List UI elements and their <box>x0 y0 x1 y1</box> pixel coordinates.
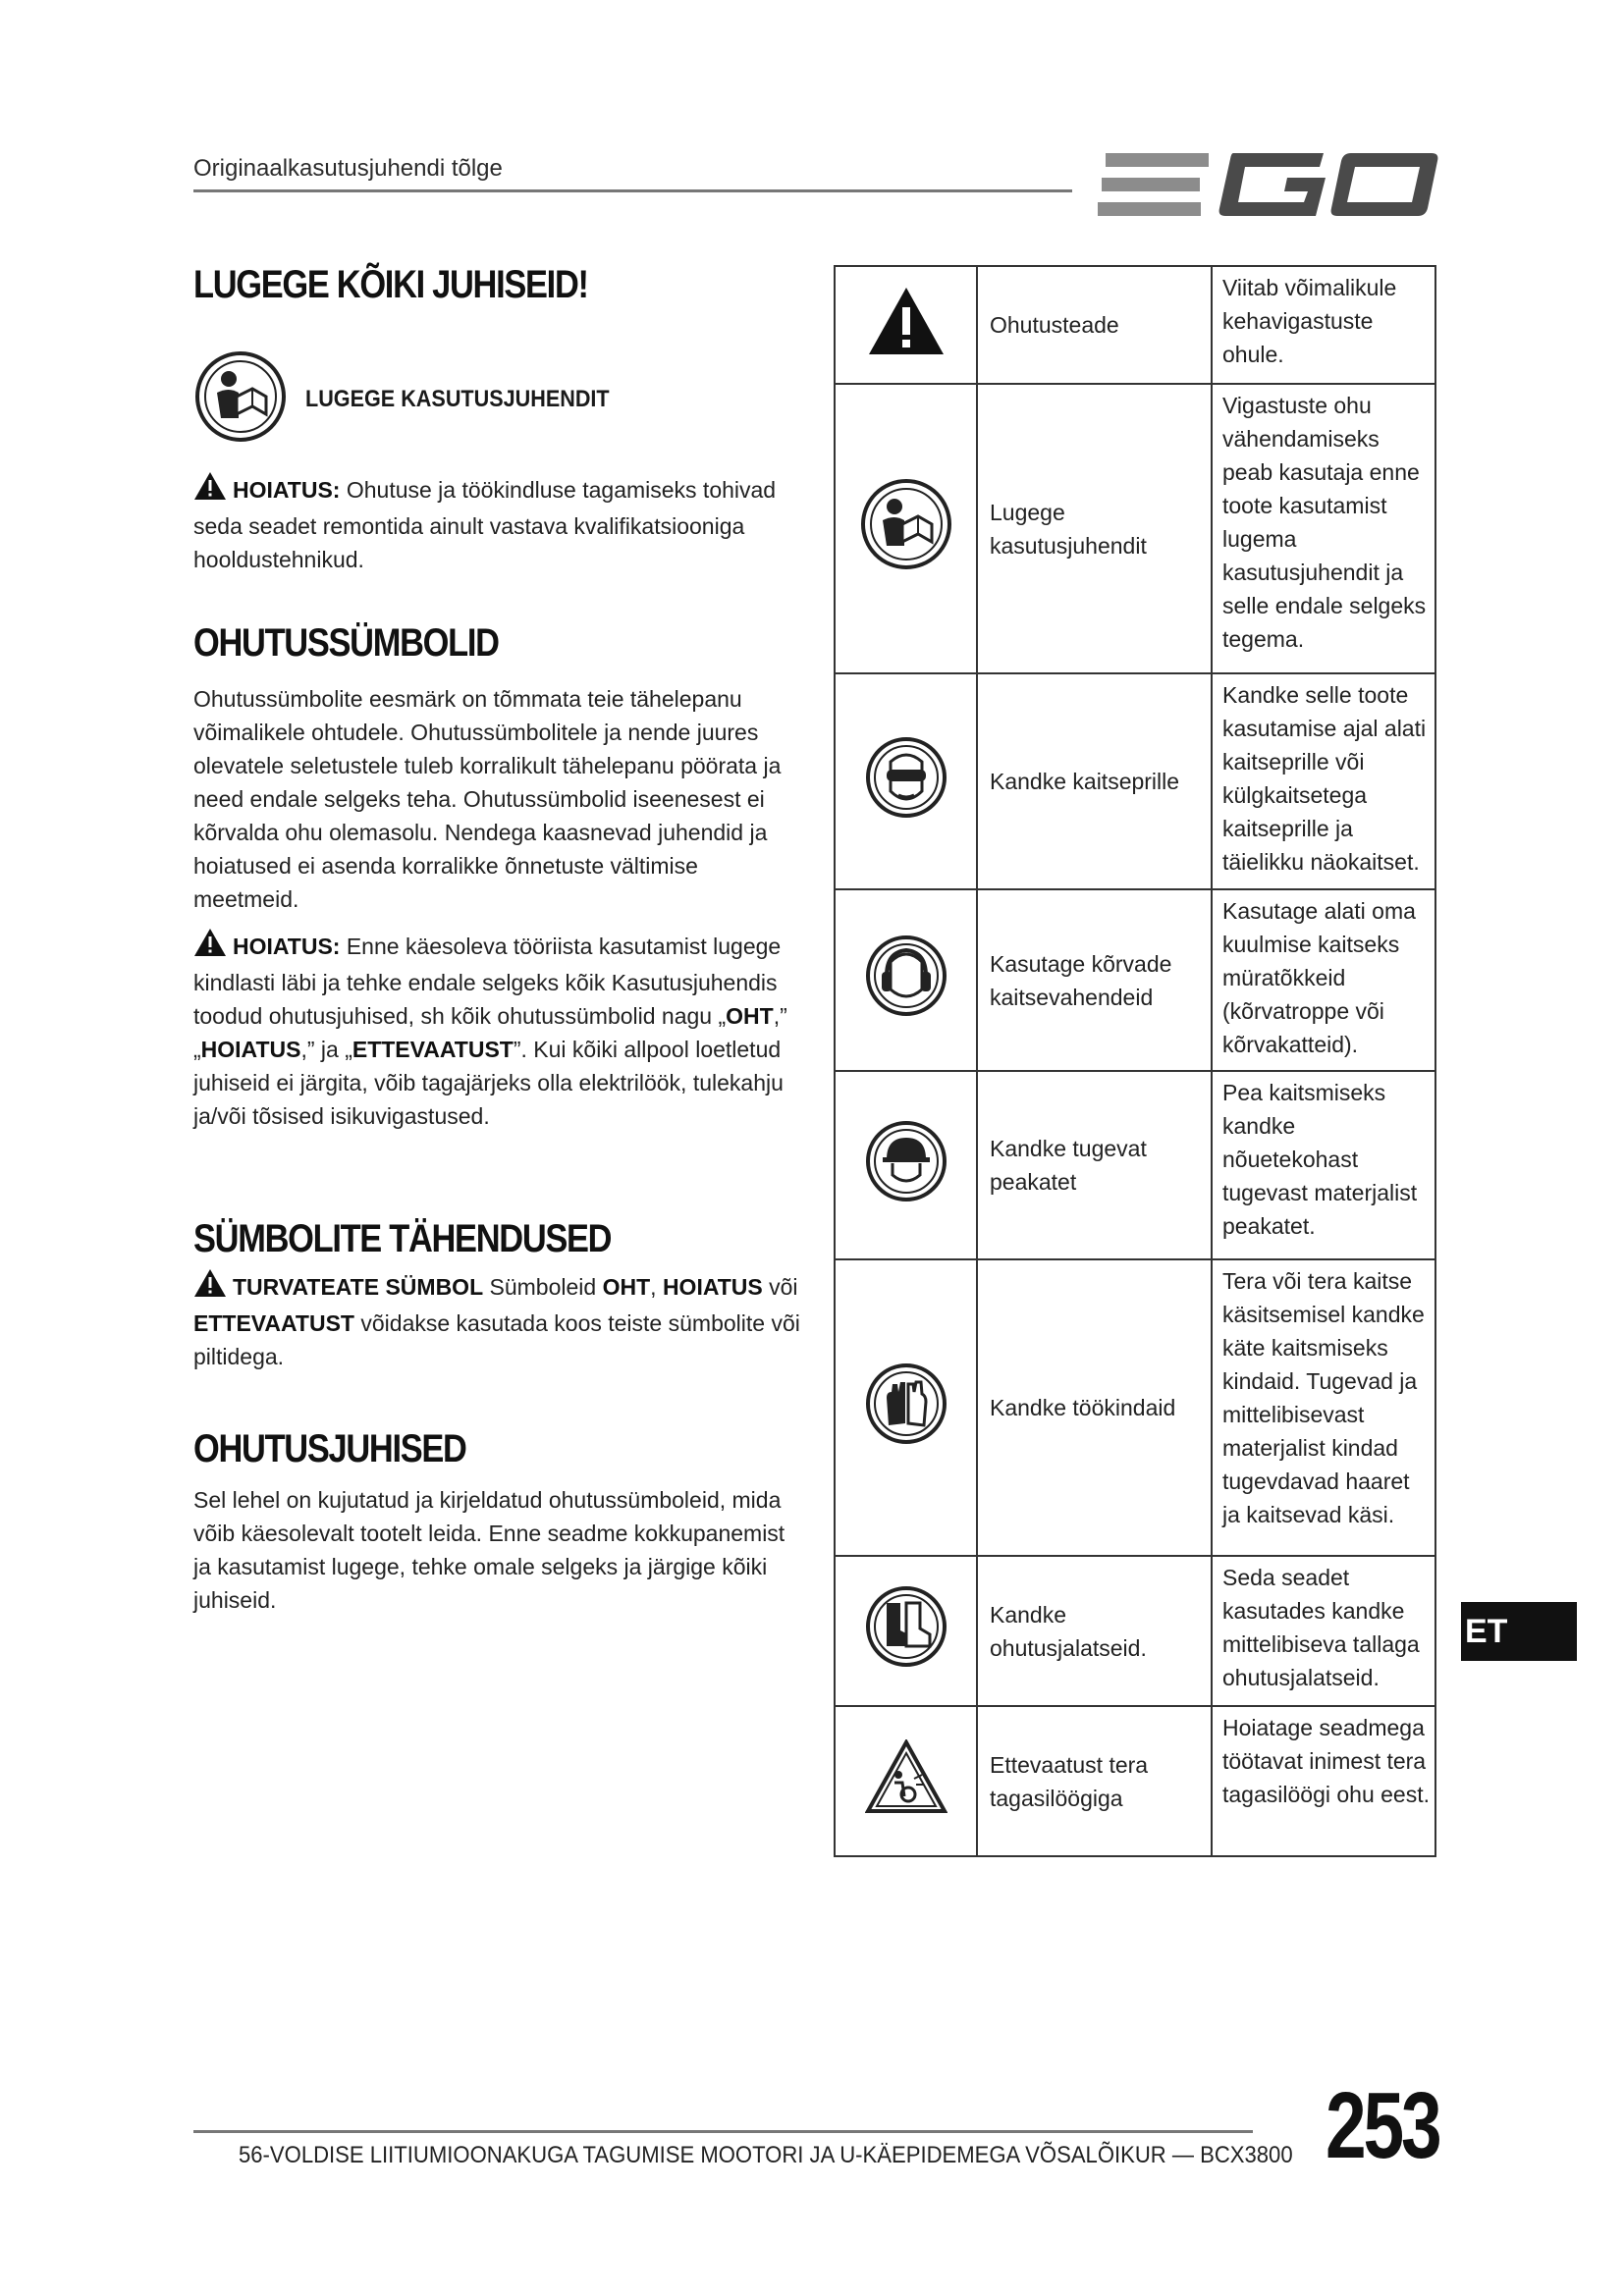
warning-triangle-icon <box>193 1268 227 1307</box>
warning-text-a: Enne käesoleva tööriista kasutamist lugege kindlasti läbi ja tehke endale selgeks kõik Kasutusjuhendis toodud ohutusjuhised, sh kõik ohutussümbolid nagu „ <box>193 934 782 1029</box>
safety-symbols-table <box>834 265 1436 1857</box>
ego-logo <box>1098 147 1439 229</box>
safety-boots-icon <box>865 1647 947 1673</box>
symbol-description: Pea kaitsmiseks kandke nõuetekohast tugevast materjalist peakatet. <box>1212 1071 1435 1259</box>
symbol-cell <box>835 384 977 673</box>
symbol-description: Tera või tera kaitse käsitsemisel kandke käte kaitsmiseks kindaid. Tugevad ja mittelibisevast materjalist kindad tugevdavad haaret ja kaitsevad käsi. <box>1212 1259 1435 1556</box>
footer-rule <box>193 2130 1253 2133</box>
heading-safety-symbols: OHUTUSSÜMBOLID <box>193 621 499 665</box>
ear-protection-icon <box>865 996 947 1022</box>
heading-safety-instructions: OHUTUSJUHISED <box>193 1427 466 1470</box>
symbol-cell <box>835 889 977 1071</box>
symbol-description: Kasutage alati oma kuulmise kaitseks müratõkkeid (kõrvatroppe või kõrvakatteid). <box>1212 889 1435 1071</box>
symbol-cell <box>835 266 977 384</box>
warning-label: HOIATUS: <box>233 934 341 959</box>
symbol-cell <box>835 1556 977 1706</box>
table-row <box>835 1706 1435 1856</box>
symbol-cell <box>835 1259 977 1556</box>
table-row <box>835 1556 1435 1706</box>
symbol-description: Seda seadet kasutades kandke mittelibiseva tallaga ohutusjalatseid. <box>1212 1556 1435 1706</box>
read-manual-icon <box>193 349 288 449</box>
header-title: Originaalkasutusjuhendi tõlge <box>193 155 503 182</box>
turva-text-c: või <box>762 1274 798 1300</box>
turva-text-a: Sümboleid <box>483 1274 603 1300</box>
warning-repair-paragraph <box>193 471 807 576</box>
symbol-name: Lugege kasutusjuhendit <box>977 384 1212 673</box>
warning-text-d: ”. Kui kõiki allpool loetletud juhiseid ei järgita, võib tagajärjeks olla elektrilöök, tulekahju ja/või tõsised isikuvigastused. <box>193 1037 784 1129</box>
hoiatus-term: HOIATUS <box>662 1274 763 1300</box>
oht-term: OHT <box>602 1274 651 1300</box>
warning-text-b: ,” „ <box>193 1003 787 1062</box>
page-number: 253 <box>1326 2073 1439 2178</box>
safety-instructions-paragraph: Sel lehel on kujutatud ja kirjeldatud ohutussümboleid, mida võib käesolevalt tootelt leida. Enne seadme kokkupanemist ja kasutamist lugege, tehke omale selgeks ja järgige kõiki juhiseid. <box>193 1487 785 1613</box>
safety-symbols-paragraph: Ohutussümbolite eesmärk on tõmmata teie tähelepanu võimalikele ohtudele. Ohutussümbolitele ja nende juures olevatele seletustele tuleb korralikult tähelepanu pöörata ja need endale selgeks teha. Ohutussümbolid iseenesest ei kõrvalda ohu olemasolu. Nendega kaasnevad juhendid ja hoiatused ei asenda korralikke õnnetuste vältimise meetmeid. <box>193 686 782 912</box>
table-row <box>835 266 1435 384</box>
language-tab: ET <box>1461 1602 1577 1661</box>
table-row <box>835 673 1435 889</box>
warning-repair-text: Ohutuse ja töökindluse tagamiseks tohivad seda seadet remontida ainult vastava kvalifikatsiooniga hooldustehnikud. <box>193 477 777 572</box>
symbol-cell <box>835 673 977 889</box>
warning-text-c: ,” ja „ <box>300 1037 352 1062</box>
safety-alert-label: TURVATEATE SÜMBOL <box>233 1274 484 1300</box>
hard-hat-icon <box>865 1182 947 1207</box>
symbol-cell <box>835 1071 977 1259</box>
table-row <box>835 384 1435 673</box>
symbol-name: Kandke töökindaid <box>977 1259 1212 1556</box>
hoiatus-term: HOIATUS <box>200 1037 301 1062</box>
read-manual-icon <box>859 551 953 576</box>
safety-alert-symbol-paragraph <box>193 1268 807 1373</box>
header-rule <box>193 189 1072 192</box>
footer-product-title: 56-VOLDISE LIITIUMIOONAKUGA TAGUMISE MOOTORI JA U-KÄEPIDEMEGA VÕSALÕIKUR — BCX3800 <box>239 2142 1293 2168</box>
oht-term: OHT <box>726 1003 774 1029</box>
symbol-name: Kasutage kõrvade kaitsevahendeid <box>977 889 1212 1071</box>
warning-triangle-icon <box>867 336 946 361</box>
table-row <box>835 1259 1435 1556</box>
warning-triangle-icon <box>193 471 227 509</box>
blade-thrust-icon <box>865 1793 947 1819</box>
symbol-name: Kandke ohutusjalatseid. <box>977 1556 1212 1706</box>
table-row <box>835 889 1435 1071</box>
symbol-description: Hoiatage seadmega töötavat inimest tera tagasilöögi ohu eest. <box>1212 1706 1435 1856</box>
heading-read-all: LUGEGE KÕIKI JUHISEID! <box>193 263 588 306</box>
read-manual-block <box>193 349 643 449</box>
warning-triangle-icon <box>193 928 227 966</box>
symbol-name: Ohutusteade <box>977 266 1212 384</box>
symbol-cell <box>835 1706 977 1856</box>
ettevaatust-term: ETTEVAATUST <box>193 1310 354 1336</box>
turva-text-b: , <box>650 1274 663 1300</box>
safety-glasses-icon <box>865 798 947 824</box>
symbol-name: Kandke kaitseprille <box>977 673 1212 889</box>
gloves-icon <box>865 1424 947 1450</box>
symbol-description: Vigastuste ohu vähendamiseks peab kasutaja enne toote kasutamist lugema kasutusjuhendit ja selle endale selgeks tegema. <box>1212 384 1435 673</box>
symbol-description: Viitab võimalikule kehavigastuste ohule. <box>1212 266 1435 384</box>
heading-symbol-meanings: SÜMBOLITE TÄHENDUSED <box>193 1217 612 1260</box>
symbol-name: Kandke tugevat peakatet <box>977 1071 1212 1259</box>
table-row <box>835 1071 1435 1259</box>
turva-text-d: võidakse kasutada koos teiste sümbolite või piltidega. <box>193 1310 800 1369</box>
ettevaatust-term: ETTEVAATUST <box>352 1037 514 1062</box>
warning-label: HOIATUS: <box>233 477 341 503</box>
warning-instructions-paragraph <box>193 928 807 1133</box>
read-manual-label: LUGEGE KASUTUSJUHENDIT <box>305 385 610 412</box>
symbol-name: Ettevaatust tera tagasilöögiga <box>977 1706 1212 1856</box>
symbol-description: Kandke selle toote kasutamise ajal alati kaitseprille või külgkaitsetega kaitseprille ja täielikku näokaitset. <box>1212 673 1435 889</box>
